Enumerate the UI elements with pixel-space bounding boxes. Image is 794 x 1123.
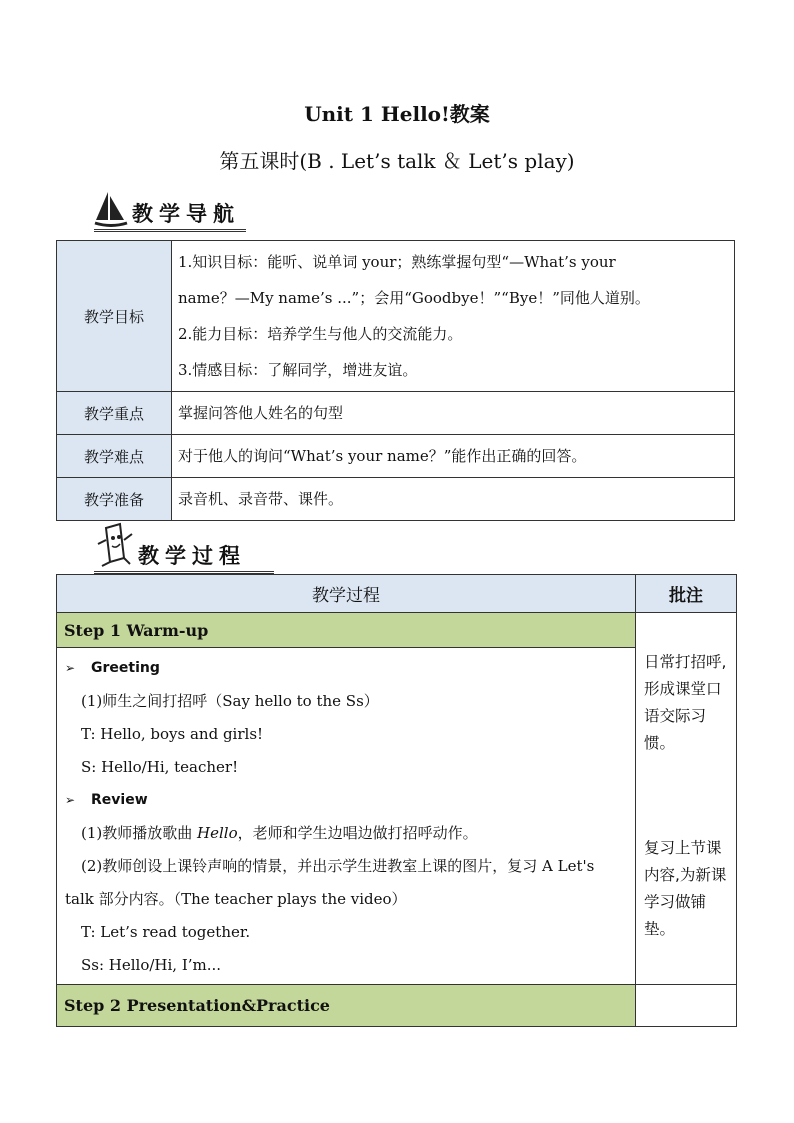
pencil-mascot-icon [94, 522, 134, 570]
info-row-preparation [57, 478, 735, 521]
review-heading [65, 784, 627, 817]
info-value [172, 478, 735, 521]
notes-column-header: 批注 [636, 575, 737, 613]
step1-body [57, 648, 636, 985]
note-greeting: 日常打招呼,形成课堂口语交际习惯。 [644, 653, 727, 752]
info-value [172, 392, 735, 435]
greeting-label: Greeting [91, 660, 160, 676]
info-row-focus [57, 392, 735, 435]
teaching-process-table [56, 574, 737, 1027]
process-line [65, 817, 627, 850]
step1-body-row [57, 648, 737, 985]
step1-notes [636, 613, 737, 985]
info-line: 2.能力目标：培养学生与他人的交流能力。 [178, 325, 463, 343]
section-label-guide: 教学导航 [132, 202, 240, 226]
info-line: 1.知识目标：能听、说单词 your；熟练掌握句型“—What’s your [178, 253, 616, 271]
info-row-difficulty [57, 435, 735, 478]
page-subtitle: 第五课时(B . Let’s talk ＆ Let’s play) [219, 149, 575, 173]
teaching-info-table [56, 240, 735, 521]
note-review: 复习上节课内容,为新课学习做铺垫。 [644, 839, 727, 938]
process-line-wrapped: (2)教师创设上课铃声响的情景，并出示学生进教室上课的图片，复习 A Let's talk 部分内容。（The teacher plays the video） [65, 857, 595, 908]
info-line: 对于他人的询问“What’s your name？”能作出正确的回答。 [178, 447, 587, 465]
info-line: name？—My name’s ...”；会用“Goodbye！”“Bye！”同他人道别。 [178, 289, 650, 307]
step2-title-row [57, 985, 737, 1027]
arrow-bullet-icon: ➢ [65, 661, 76, 675]
process-column-header: 教学过程 [57, 575, 636, 613]
greeting-heading [65, 652, 627, 685]
info-label: 教学难点 [57, 435, 172, 478]
section-rule [94, 229, 246, 232]
info-line: 3.情感目标：了解同学，增进友谊。 [178, 361, 418, 379]
info-value [172, 435, 735, 478]
info-line: 录音机、录音带、课件。 [178, 490, 344, 508]
process-line: S: Hello/Hi, teacher! [81, 758, 239, 776]
step1-title-row [57, 613, 737, 648]
info-row-goals [57, 241, 735, 392]
step2-notes [636, 985, 737, 1027]
section-heading-guide [94, 188, 246, 228]
review-label: Review [91, 792, 148, 808]
process-line: T: Hello, boys and girls! [81, 725, 264, 743]
info-label: 教学准备 [57, 478, 172, 521]
song-title: Hello [197, 824, 238, 842]
arrow-bullet-icon: ➢ [65, 793, 76, 807]
process-line: Ss: Hello/Hi, I’m... [81, 956, 222, 974]
info-label: 教学重点 [57, 392, 172, 435]
review-text: (1)教师播放歌曲 [81, 824, 198, 842]
info-value [172, 241, 735, 392]
page-title: Unit 1 Hello!教案 [304, 102, 490, 126]
info-line: 掌握问答他人姓名的句型 [178, 404, 344, 422]
review-text: ，老师和学生边唱边做打招呼动作。 [237, 824, 478, 842]
section-heading-process [94, 520, 274, 570]
info-label: 教学目标 [57, 241, 172, 392]
step1-title: Step 1 Warm-up [57, 613, 636, 648]
process-line: (1)师生之间打招呼（Say hello to the Ss） [81, 692, 379, 710]
sailboat-icon [94, 190, 128, 228]
step2-title: Step 2 Presentation&Practice [57, 985, 636, 1027]
process-line: T: Let’s read together. [81, 923, 251, 941]
section-label-process: 教学过程 [138, 544, 246, 568]
process-header-row [57, 575, 737, 613]
